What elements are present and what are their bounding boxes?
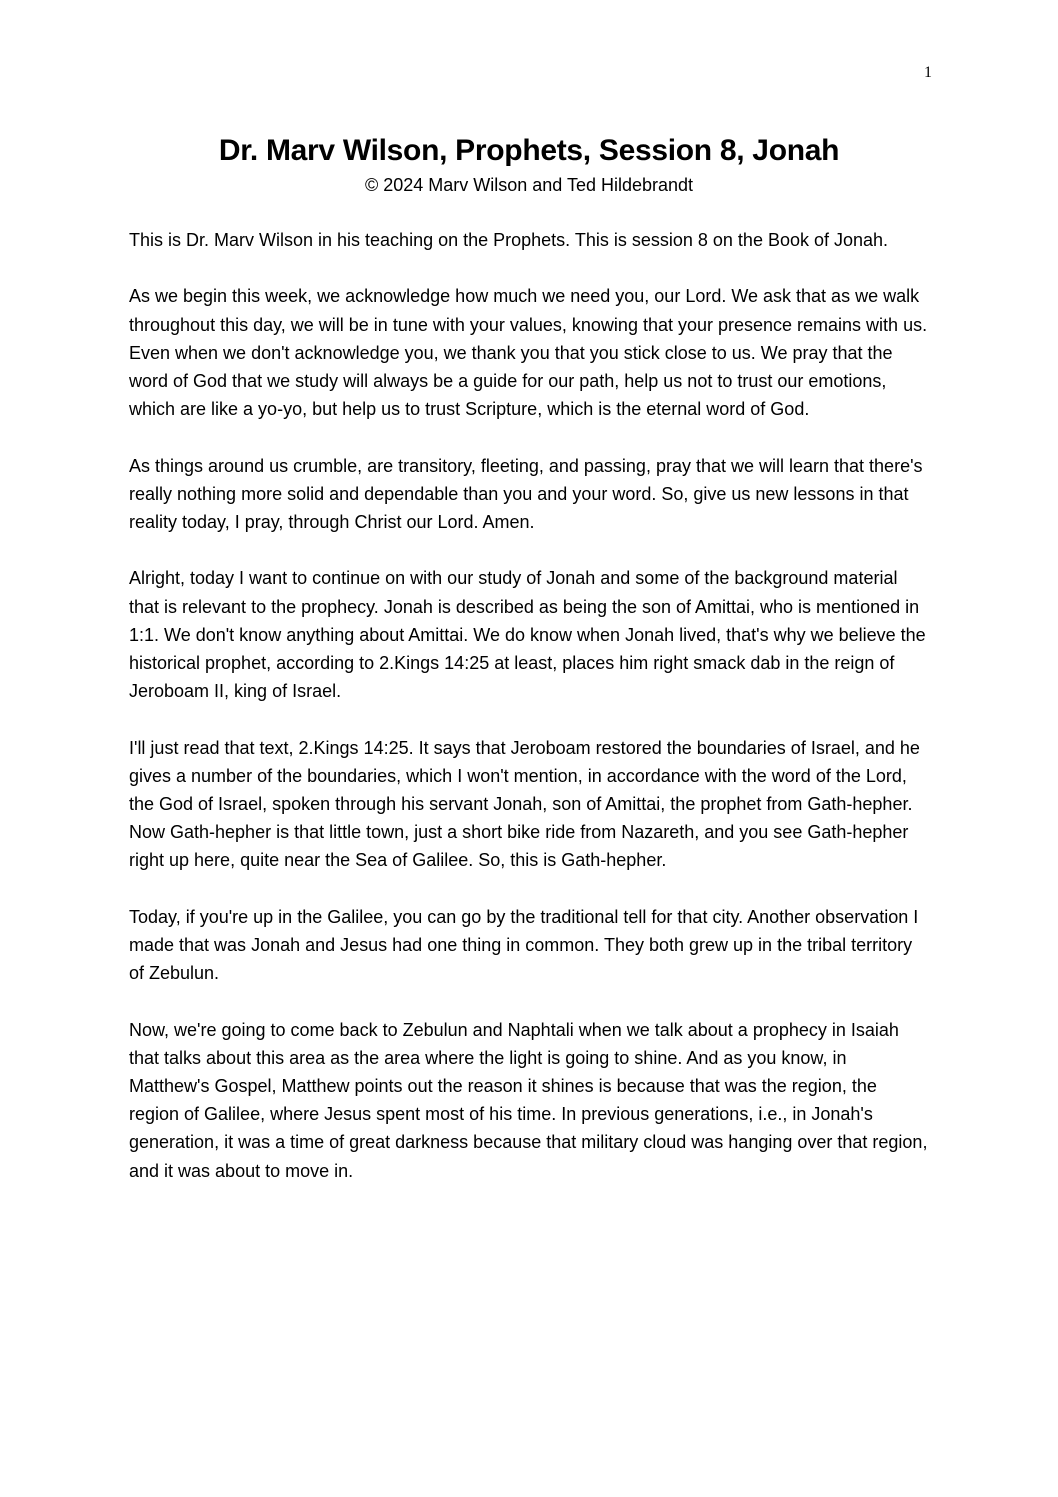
paragraph-prayer-opening: As we begin this week, we acknowledge how much we need you, our Lord. We ask that as we walk throughout this day, we will be in tune with your values, knowing that your presence remains with us. Even when we don't acknowledge you, we thank you that you stick close to us. We pray that the word of God that we study will always be a guide for our path, help us not to trust our emotions, which are like a yo-yo, but help us to trust Scripture, which is the eternal word of God. <box>129 286 928 420</box>
paragraph-intro: This is Dr. Marv Wilson in his teaching on the Prophets. This is session 8 on the Book of Jonah. <box>129 230 889 250</box>
paragraph-kings-text: I'll just read that text, 2.Kings 14:25. It says that Jeroboam restored the boundaries of Israel, and he gives a number of the boundaries, which I won't mention, in accordance with the word of the Lord, the God of Israel, spoken through his servant Jonah, son of Amittai, the prophet from Gath-hepher. Now Gath-hepher is that little town, just a short bike ride from Nazareth, and you see Gath-hepher right up here, quite near the Sea of Galilee. So, this is Gath-hepher. <box>129 737 920 871</box>
document-body <box>129 226 931 1213</box>
paragraph-prayer-closing: As things around us crumble, are transitory, fleeting, and passing, pray that we will learn that there's really nothing more solid and dependable than you and your word. So, give us new lessons in that reality today, I pray, through Christ our Lord. Amen. <box>129 455 923 532</box>
paragraph-zebulun-naphtali: Now, we're going to come back to Zebulun and Naphtali when we talk about a prophecy in Isaiah that talks about this area as the area where the light is going to shine. And as you know, in Matthew's Gospel, Matthew points out the reason it shines is because that was the region, the region of Galilee, where Jesus spent most of his time. In previous generations, i.e., in Jonah's generation, it was a time of great darkness because that military cloud was hanging over that region, and it was about to move in. <box>129 1019 928 1181</box>
copyright-line: © 2024 Marv Wilson and Ted Hildebrandt <box>364 175 694 195</box>
page-number: 1 <box>924 64 932 81</box>
paragraph-jonah-background: Alright, today I want to continue on with our study of Jonah and some of the background material that is relevant to the prophecy. Jonah is described as being the son of Amittai, who is mentioned in 1:1. We don't know anything about Amittai. We do know when Jonah lived, that's why we believe the historical prophet, according to 2.Kings 14:25 at least, places him right smack dab in the reign of Jeroboam II, king of Israel. <box>129 568 926 702</box>
document-title: Dr. Marv Wilson, Prophets, Session 8, Jonah <box>218 134 840 167</box>
paragraph-galilee: Today, if you're up in the Galilee, you can go by the traditional tell for that city. Another observation I made that was Jonah and Jesus had one thing in common. They both grew up in the tribal territory of Zebulun. <box>129 906 919 984</box>
document-header <box>0 130 1058 198</box>
